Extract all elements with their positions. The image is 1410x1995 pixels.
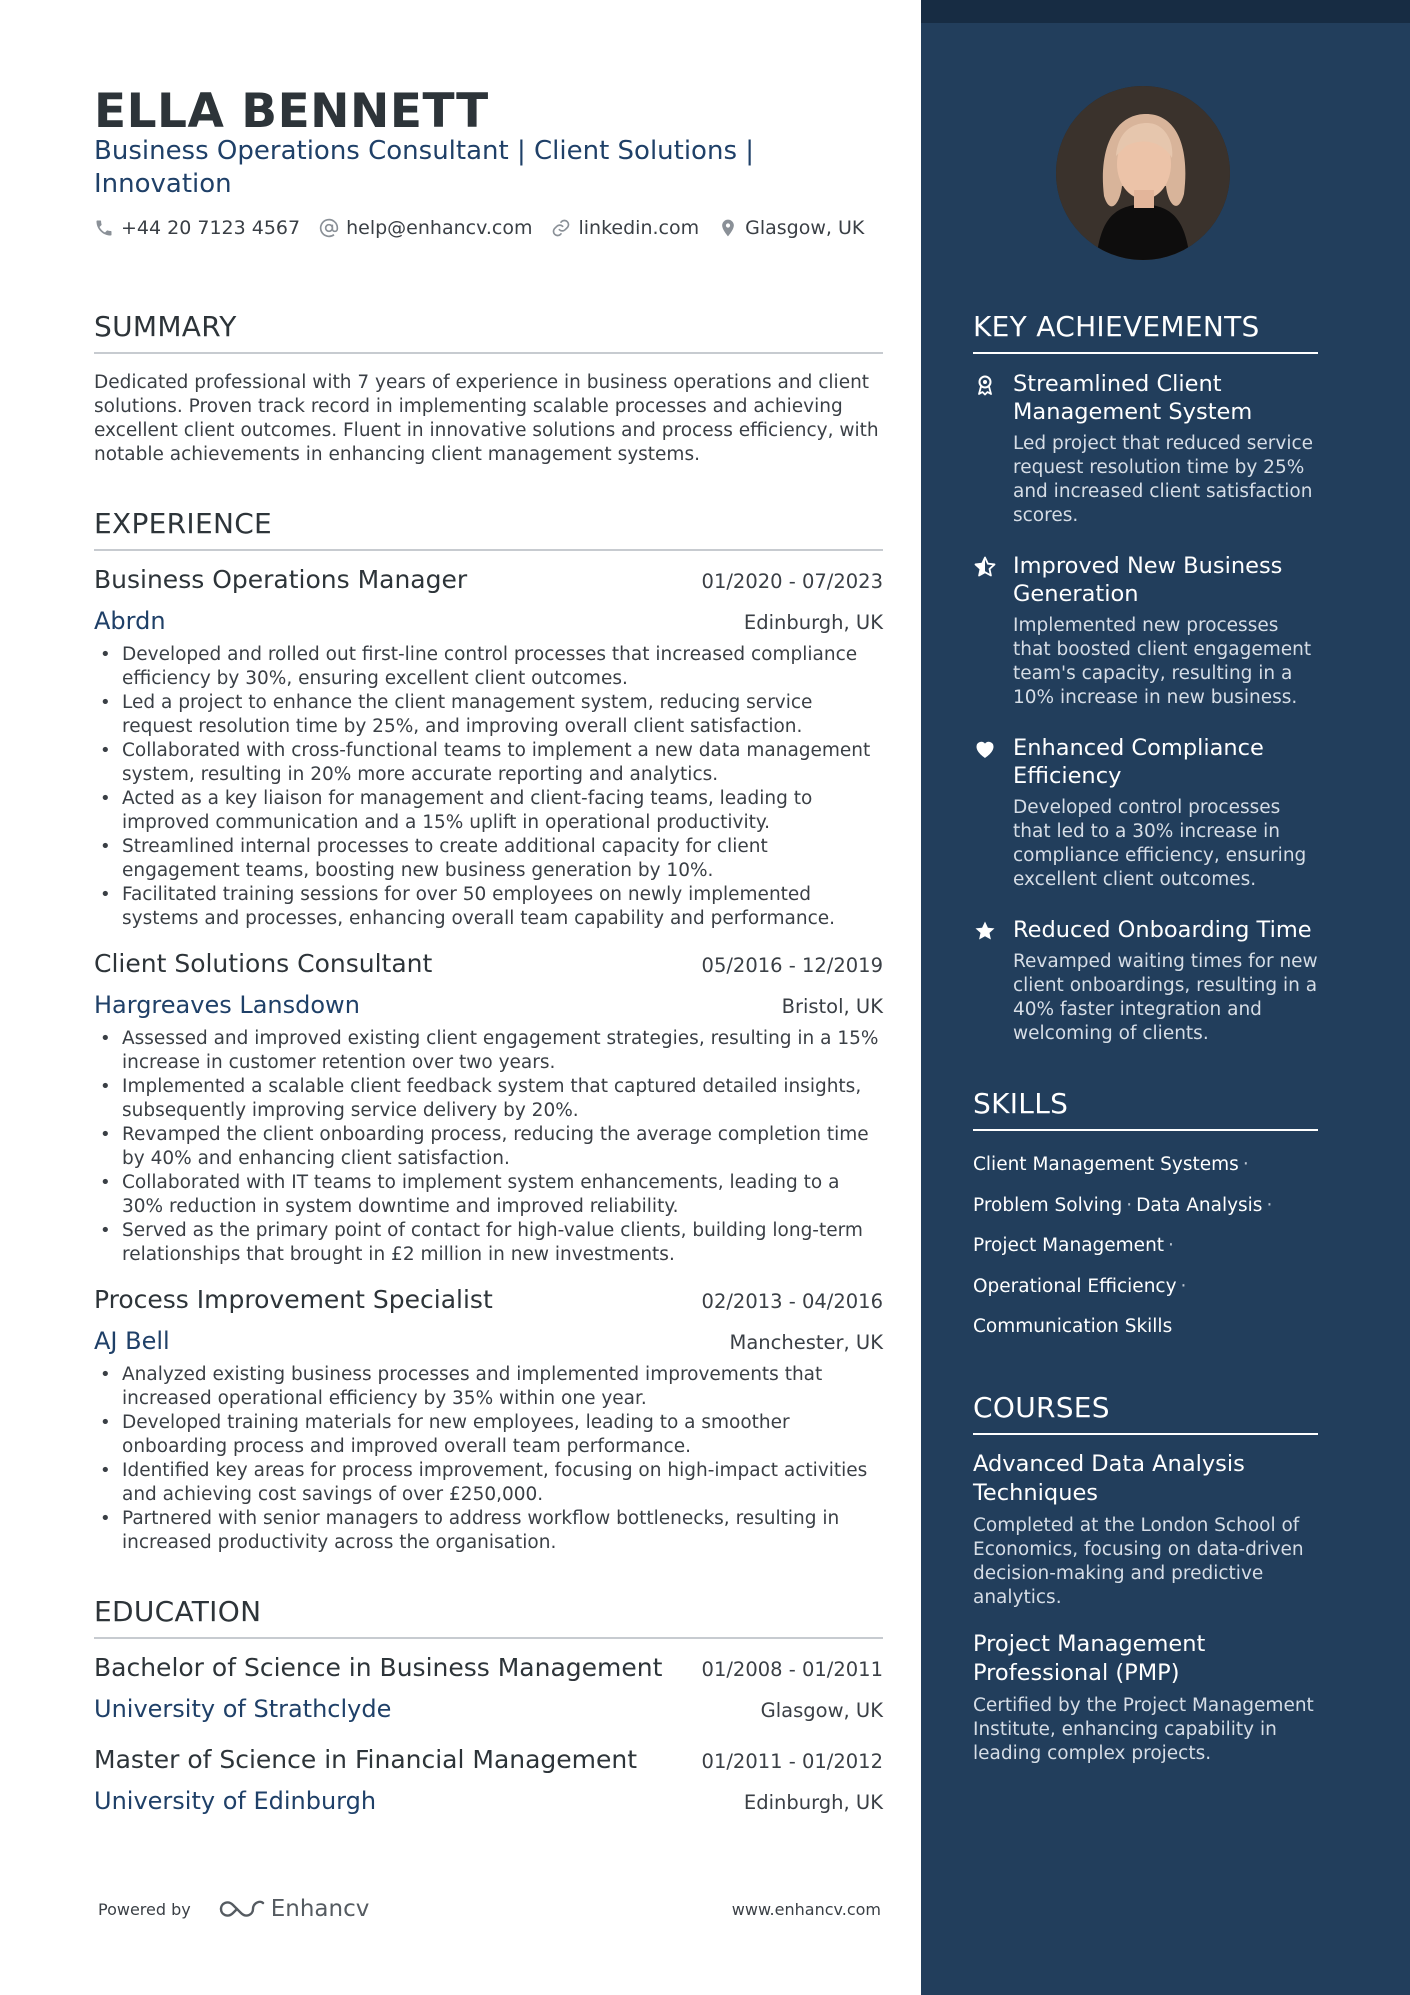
job-1-company-row (94, 607, 883, 635)
education-1-dates: 01/2008 - 01/2011 (701, 1658, 883, 1681)
job-3-role: Process Improvement Specialist (94, 1285, 493, 1314)
job-1-location: Edinburgh, UK (743, 611, 883, 634)
job-3-bullets (94, 1363, 883, 1555)
experience-heading: EXPERIENCE (94, 507, 883, 551)
contact-location-text: Glasgow, UK (745, 217, 865, 239)
job-1-header (94, 565, 883, 594)
enhancv-logo[interactable] (217, 1896, 370, 1922)
list-item: • Developed training materials for new employees, leading to a smoother onboarding process and improved overall team performance. (94, 1411, 883, 1459)
achievement-1-title: Streamlined Client Management System (1013, 371, 1253, 425)
job-2-header (94, 949, 883, 978)
job-3-company: AJ Bell (94, 1327, 170, 1355)
job-3-dates: 02/2013 - 04/2016 (701, 1290, 883, 1313)
job-2-location: Bristol, UK (781, 995, 883, 1018)
course-2 (973, 1630, 1318, 1766)
footer-url[interactable]: www.enhancv.com (731, 1899, 881, 1919)
list-item: • Collaborated with IT teams to implement system enhancements, leading to a 30% reduction in system downtime and improved reliability. (94, 1171, 883, 1219)
skill-item: Data Analysis (1136, 1194, 1263, 1216)
list-item: • Served as the primary point of contact for high-value clients, building long-term relationships that brought in £2 million in new investments. (94, 1219, 883, 1267)
heart-icon (973, 737, 997, 761)
skill-line: Problem Solving · Data Analysis · (973, 1194, 1273, 1216)
education-2-location: Edinburgh, UK (743, 1791, 883, 1814)
enhancv-brand-text: Enhancv (270, 1896, 370, 1922)
list-item: • Implemented a scalable client feedback system that captured detailed insights, subsequently improving service delivery by 20%. (94, 1075, 883, 1123)
list-item: • Analyzed existing business processes and implemented improvements that increased operational efficiency by 35% within one year. (94, 1363, 883, 1411)
job-3-location: Manchester, UK (729, 1331, 883, 1354)
course-1 (973, 1450, 1318, 1610)
star-half-icon (973, 555, 997, 579)
job-2-company: Hargreaves Lansdown (94, 991, 360, 1019)
list-item: • Assessed and improved existing client engagement strategies, resulting in a 15% increase in customer retention over two years. (94, 1027, 883, 1075)
job-1-bullets (94, 643, 883, 931)
achievement-3-title: Enhanced Compliance Efficiency (1013, 735, 1264, 789)
skills-heading: SKILLS (973, 1087, 1318, 1131)
avatar (1056, 86, 1230, 260)
job-3-company-row (94, 1327, 883, 1355)
education-1-school: University of Strathclyde (94, 1695, 392, 1723)
enhancv-logo-icon (217, 1896, 265, 1922)
list-item: • Revamped the client onboarding process, reducing the average completion time by 40% and enhancing client satisfaction. (94, 1123, 883, 1171)
achievement-4 (973, 916, 1318, 1046)
achievement-1-desc: Led project that reduced service request resolution time by 25% and increased client satisfaction scores. (1013, 433, 1314, 526)
contact-phone[interactable] (94, 217, 300, 239)
achievement-2-title: Improved New Business Generation (1013, 553, 1283, 607)
job-2-bullets (94, 1027, 883, 1267)
footer (98, 1896, 881, 1922)
list-item: • Acted as a key liaison for management and client-facing teams, leading to improved communication and a 15% uplift in operational productivity. (94, 787, 883, 835)
course-2-desc: Certified by the Project Management Institute, enhancing capability in leading complex projects. (973, 1695, 1314, 1764)
location-pin-icon (718, 218, 738, 238)
job-2-role: Client Solutions Consultant (94, 949, 433, 978)
education-1-school-row (94, 1695, 883, 1723)
job-2-dates: 05/2016 - 12/2019 (701, 954, 883, 977)
skills-list (973, 1145, 1318, 1348)
list-item: • Partnered with senior managers to address workflow bottlenecks, resulting in increased productivity across the organisation. (94, 1507, 883, 1555)
contact-linkedin-text: linkedin.com (578, 217, 700, 239)
achievement-1 (973, 370, 1318, 528)
contact-location (718, 217, 864, 239)
course-1-title: Advanced Data Analysis Techniques (973, 1451, 1245, 1506)
contact-email-text: help@enhancv.com (346, 217, 533, 239)
job-2-company-row (94, 991, 883, 1019)
job-1-role: Business Operations Manager (94, 565, 468, 594)
job-1-dates: 01/2020 - 07/2023 (701, 570, 883, 593)
education-1-degree: Bachelor of Science in Business Management (94, 1653, 663, 1682)
sidebar-top-bar (921, 0, 1410, 23)
achievements-heading: KEY ACHIEVEMENTS (973, 310, 1318, 354)
contact-email[interactable] (319, 217, 532, 239)
education-2-school-row (94, 1787, 883, 1815)
skill-item: Operational Efficiency (973, 1275, 1177, 1297)
education-2-school: University of Edinburgh (94, 1787, 377, 1815)
achievement-2 (973, 552, 1318, 710)
candidate-name: ELLA BENNETT (94, 84, 489, 139)
sidebar (921, 0, 1410, 1995)
skill-item: Project Management (973, 1235, 1165, 1256)
list-item: • Led a project to enhance the client management system, reducing service request resolution time by 25%, and improving overall client satisfaction. (94, 691, 883, 739)
job-3-header (94, 1285, 883, 1314)
skill-line: Operational Efficiency · (973, 1275, 1187, 1297)
education-2-header (94, 1745, 883, 1774)
summary-text: Dedicated professional with 7 years of experience in business operations and client solutions. Proven track record in implementing scalable processes and achieving excellent client outcomes. Fluent in innovative solutions and process efficiency, with notable achievements in enhancing client management systems. (94, 372, 879, 465)
skill-line: Project Management · (973, 1235, 1174, 1256)
contact-phone-text: +44 20 7123 4567 (121, 217, 301, 239)
achievement-4-desc: Revamped waiting times for new client onboardings, resulting in a 40% faster integration and welcoming of clients. (1013, 951, 1318, 1044)
achievement-4-title: Reduced Onboarding Time (1013, 917, 1312, 943)
education-heading: EDUCATION (94, 1595, 883, 1639)
list-item: • Developed and rolled out first-line control processes that increased compliance efficiency by 30%, ensuring excellent client outcomes. (94, 643, 883, 691)
contact-bar (94, 217, 883, 239)
course-1-desc: Completed at the London School of Economics, focusing on data-driven decision-making and predictive analytics. (973, 1515, 1304, 1608)
achievement-2-desc: Implemented new processes that boosted client engagement team's capacity, resulting in a 10% increase in new business. (1013, 615, 1312, 708)
achievement-3-desc: Developed control processes that led to a 30% increase in compliance efficiency, ensuring excellent client outcomes. (1013, 797, 1307, 890)
education-2-dates: 01/2011 - 01/2012 (701, 1750, 883, 1773)
link-icon (551, 218, 571, 238)
course-2-title: Project Management Professional (PMP) (973, 1631, 1206, 1686)
contact-linkedin[interactable] (551, 217, 699, 239)
achievement-3 (973, 734, 1318, 892)
summary-heading: SUMMARY (94, 310, 883, 354)
list-item: • Facilitated training sessions for over 50 employees on newly implemented systems and processes, enhancing overall team capability and performance. (94, 883, 883, 931)
list-item: • Identified key areas for process improvement, focusing on high-impact activities and achieving cost savings of over £250,000. (94, 1459, 883, 1507)
education-1-location: Glasgow, UK (760, 1699, 883, 1722)
profile-photo (1056, 86, 1230, 260)
powered-by (98, 1896, 369, 1922)
courses-heading: COURSES (973, 1391, 1318, 1435)
skill-item: Communication Skills (973, 1316, 1173, 1337)
education-2-degree: Master of Science in Financial Management (94, 1745, 638, 1774)
at-icon (319, 218, 339, 238)
job-1-company: Abrdn (94, 607, 166, 635)
award-ribbon-icon (973, 373, 997, 397)
skill-item: Problem Solving (973, 1194, 1123, 1216)
list-item: • Collaborated with cross-functional teams to implement a new data management system, resulting in 20% more accurate reporting and analytics. (94, 739, 883, 787)
skill-line (973, 1307, 1318, 1348)
skill-line: Client Management Systems · (973, 1154, 1249, 1175)
candidate-headline: Business Operations Consultant | Client Solutions | Innovation (94, 136, 755, 199)
star-icon (973, 919, 997, 943)
education-1-header (94, 1653, 883, 1682)
skill-item: Client Management Systems (973, 1154, 1239, 1175)
phone-icon (94, 218, 114, 238)
list-item: • Streamlined internal processes to create additional capacity for client engagement teams, boosting new business generation by 10%. (94, 835, 883, 883)
powered-by-label: Powered by (98, 1899, 191, 1919)
